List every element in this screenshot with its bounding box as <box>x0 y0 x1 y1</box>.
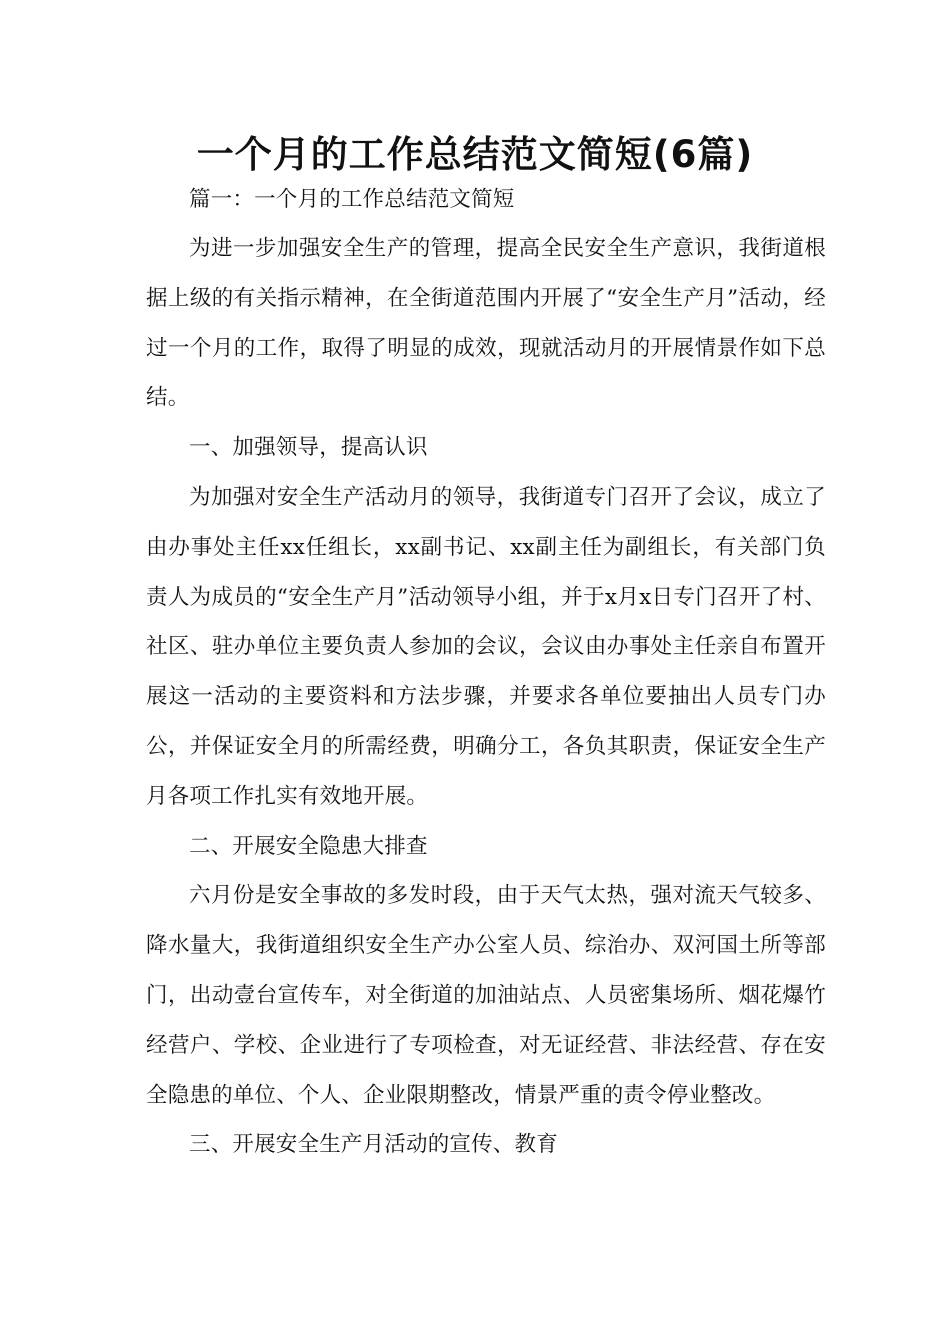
section-heading-2: 二、开展安全隐患大排查 <box>189 833 428 859</box>
section-heading-3: 三、开展安全生产月活动的宣传、教育 <box>189 1132 558 1158</box>
intro-paragraph: 为进一步加强安全生产的管理，提高全民安全生产意识，我街道根据上级的有关指示精神，在全街道范围内开展了“安全生产月”活动，经过一个月的工作，取得了明显的成效，现就活动月的开展情景作如下总结。 <box>146 236 826 411</box>
section-paragraph-1: 为加强对安全生产活动月的领导，我街道专门召开了会议，成立了由办事处主任xx任组长，xx副书记、xx副主任为副组长，有关部门负责人为成员的“安全生产月”活动领导小组，并于x月x日专门召开了村、社区、驻办单位主要负责人参加的会议，会议由办事处主任亲自布置开展这一活动的主要资料和方法步骤，并要求各单位要抽出人员专门办公，并保证安全月的所需经费，明确分工，各负其职责，保证安全生产月各项工作扎实有效地开展。 <box>146 484 826 809</box>
section-paragraph-2: 六月份是安全事故的多发时段，由于天气太热，强对流天气较多、降水量大，我街道组织安全生产办公室人员、综治办、双河国土所等部门，出动壹台宣传车，对全街道的加油站点、人员密集场所、烟花爆竹经营户、学校、企业进行了专项检查，对无证经营、非法经营、存在安全隐患的单位、个人、企业限期整改，情景严重的责令停业整改。 <box>146 883 826 1108</box>
document-body <box>146 178 826 1170</box>
document-title: 一个月的工作总结范文简短(6篇) <box>196 133 754 176</box>
document-subtitle: 篇一：一个月的工作总结范文简短 <box>189 187 515 212</box>
section-heading-1: 一、加强领导，提高认识 <box>189 435 428 461</box>
